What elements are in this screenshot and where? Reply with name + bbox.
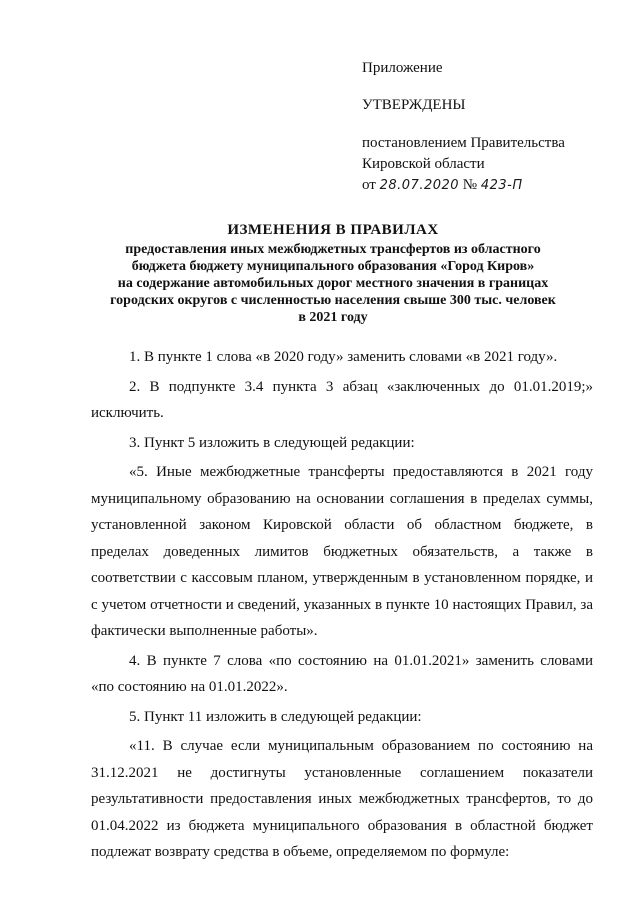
approval-line-2: Кировской области [362, 156, 485, 172]
title-line: бюджета бюджету муниципального образования «Город Киров» [131, 259, 535, 274]
paragraph-5: 4. В пункте 7 слова «по состоянию на 01.01.2021» заменить словами «по состоянию на 01.01.2022». [91, 652, 593, 695]
approval-date-line [362, 175, 632, 196]
paragraph-7: «11. В случае если муниципальным образованием по состоянию на 31.12.2021 не достигнуты установленные соглашением показатели результативности предоставления иных межбюджетных трансфертов, то до 01.04.2022 из бюджета муниципального образования в областной бюджет подлежат возврату средства в объеме, определяемом по формуле: [91, 738, 593, 860]
approval-line-1: постановлением Правительства [362, 135, 565, 151]
title-line: предоставления иных межбюджетных трансфертов из областного [125, 242, 541, 257]
paragraph-2: 2. В подпункте 3.4 пункта 3 абзац «заключенных до 01.01.2019;» исключить. [91, 378, 593, 421]
approval-date: 28.07.2020 [379, 178, 460, 193]
ot-label: от [362, 177, 376, 193]
document-title [88, 222, 578, 326]
title-line: в 2021 году [298, 310, 368, 325]
paragraph-6: 5. Пункт 11 изложить в следующей редакции: [129, 708, 422, 725]
paragraph-3: 3. Пункт 5 изложить в следующей редакции: [129, 434, 415, 451]
title-line: городских округов с численностью населения свыше 300 тыс. человек [110, 293, 556, 308]
paragraph-4: «5. Иные межбюджетные трансферты предоставляются в 2021 году муниципальному образованию на основании соглашения в пределах суммы, установленной законом Кировской области об областном бюджете, в пределах доведенных лимитов бюджетных обязательств, а также в соответствии с кассовым планом, утвержденным в установленном порядке, и с учетом отчетности и сведений, указанных в пункте 10 настоящих Правил, за фактически выполненные работы». [91, 464, 593, 639]
title-line: на содержание автомобильных дорог местного значения в границах [117, 276, 549, 291]
approval-number: 423-П [480, 178, 523, 193]
number-label: № [462, 177, 478, 193]
title-main: ИЗМЕНЕНИЯ В ПРАВИЛАХ [227, 222, 439, 238]
document-body [91, 344, 593, 866]
appendix-label: Приложение [362, 60, 443, 76]
approved-label: УТВЕРЖДЕНЫ [362, 97, 466, 113]
paragraph-1: 1. В пункте 1 слова «в 2020 году» заменить словами «в 2021 году». [129, 349, 558, 365]
approval-block [362, 58, 632, 196]
